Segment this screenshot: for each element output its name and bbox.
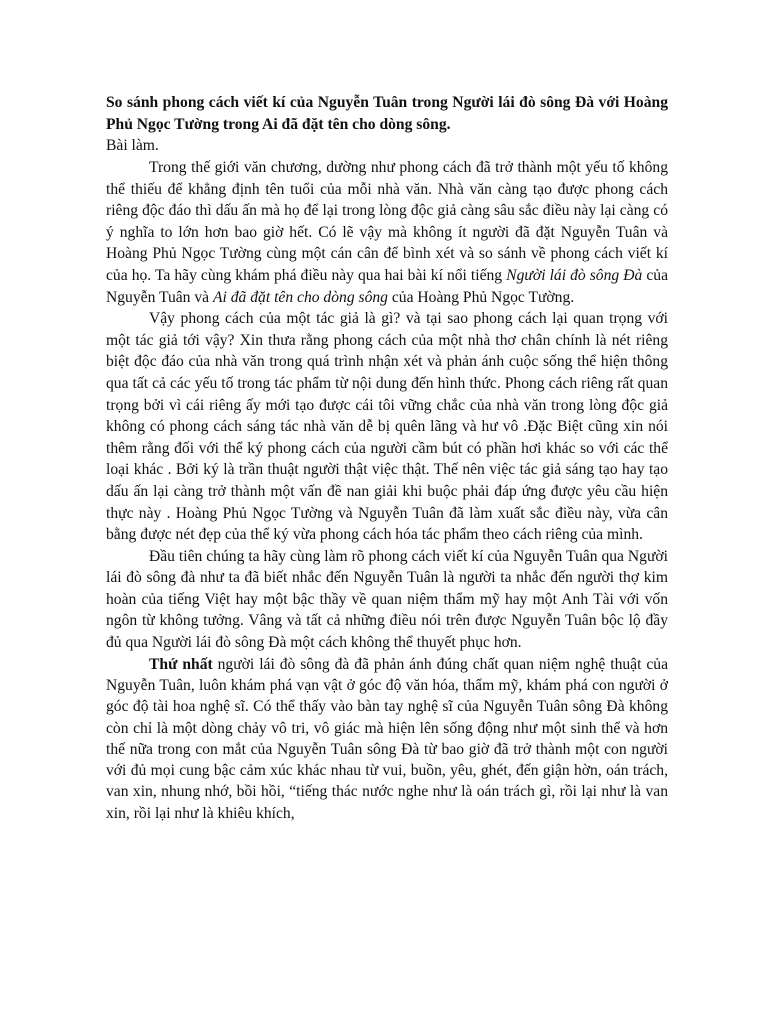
paragraph-text: của Nguyễn Tuân và [106, 266, 669, 306]
paragraph-first-point [106, 654, 668, 824]
document-title: So sánh phong cách viết kí của Nguyễn Tuân trong Người lái đò sông Đà với Hoàng Phủ Ngọc Tường trong Ai đã đặt tên cho dòng sông. [106, 94, 668, 133]
work-title-ai-da-dat-ten: Ai đã đặt tên cho dòng sông [213, 288, 388, 306]
paragraph-intro [106, 157, 668, 308]
lead-phrase: Thứ nhất [149, 655, 213, 673]
paragraph-text: người lái đò sông đà đã phản ánh đúng chất quan niệm nghệ thuật của Nguyễn Tuân, luôn khám phá vạn vật ở góc độ văn hóa, thẩm mỹ, khám phá con người ở góc độ tài hoa nghệ sĩ. Có thể thấy vào bàn tay nghệ sĩ của Nguyễn Tuân sông Đà không còn chỉ là một dòng chảy vô tri, vô giác mà hiện lên sống động như một sinh thể và hơn thế nữa trong con mắt của Nguyễn Tuân sông Đà từ bao giờ đã trở thành một con người với đủ mọi cung bậc cảm xúc khác nhau từ vui, buồn, yêu, ghét, đến giận hờn, oán trách, van xin, nhung nhớ, bồi hồi, “tiếng thác nước nghe như là oán trách gì, rồi lại như là van xin, rồi lại như là khiêu khích, [106, 655, 668, 822]
paragraph-nguyen-tuan-intro: Đầu tiên chúng ta hãy cùng làm rõ phong cách viết kí của Nguyễn Tuân qua Người lái đò sông đà như ta đã biết nhắc đến Nguyễn Tuân là người ta nhắc đến người thợ kim hoàn của tiếng Việt hay một bậc thầy về quan niệm thẩm mỹ hay một Anh Tài với vốn ngôn từ không tưởng. Vâng và tất cả những điều nói trên được Nguyễn Tuân bộc lộ đầy đủ qua Người lái đò sông Đà một cách không thể thuyết phục hơn. [106, 547, 668, 652]
paragraph-text: của Hoàng Phủ Ngọc Tường. [387, 288, 575, 306]
paragraph-text: Trong thế giới văn chương, dường như phong cách đã trở thành một yếu tố không thể thiếu để khẳng định tên tuổi của mỗi nhà văn. Nhà văn càng tạo được phong cách riêng độc đáo thì dấu ấn mà họ để lại trong lòng độc giả càng sâu sắc điều này lại càng có ý nghĩa to lớn hơn bao giờ hết. Có lẽ vậy mà không ít người đã đặt Nguyễn Tuân và Hoàng Phủ Ngọc Tường cùng một cán cân để bình xét và so sánh về phong cách viết kí của họ. Ta hãy cùng khám phá điều này qua hai bài kí nổi tiếng [106, 159, 668, 284]
paragraph-style-definition: Vậy phong cách của một tác giả là gì? và tại sao phong cách lại quan trọng với một tác giả tới vậy? Xin thưa rằng phong cách của một nhà thơ chân chính là nét riêng biệt độc đáo của nhà văn trong quá trình nhận xét và phản ánh cuộc sống thể hiện thông qua tất cả các yếu tố trong tác phẩm từ nội dung đến hình thức. Phong cách riêng rất quan trọng bởi vì cái riêng ấy mới tạo được cái tôi vững chắc của nhà văn trong lòng độc giả không có phong cách sáng tác nhà văn dễ bị quên lãng và hư vô .Đặc Biệt cũng xin nói thêm rằng đối với thể ký phong cách của người cầm bút có phần hơi khác so với các thể loại khác . Bởi ký là trần thuật người thật việc thật. Thế nên việc tác giả sáng tạo hay tạo dấu ấn lại càng trở thành một vấn đề nan giải khi buộc phải đáp ứng được yêu cầu hiện thực này . Hoàng Phủ Ngọc Tường và Nguyễn Tuân đã làm xuất sắc điều này, vừa cân bằng được nét đẹp của thể ký vừa phong cách hóa tác phẩm theo cách riêng của mình. [106, 310, 668, 544]
section-heading: Bài làm. [106, 137, 159, 154]
work-title-nguoi-lai-do: Người lái đò sông Đà [506, 266, 643, 284]
